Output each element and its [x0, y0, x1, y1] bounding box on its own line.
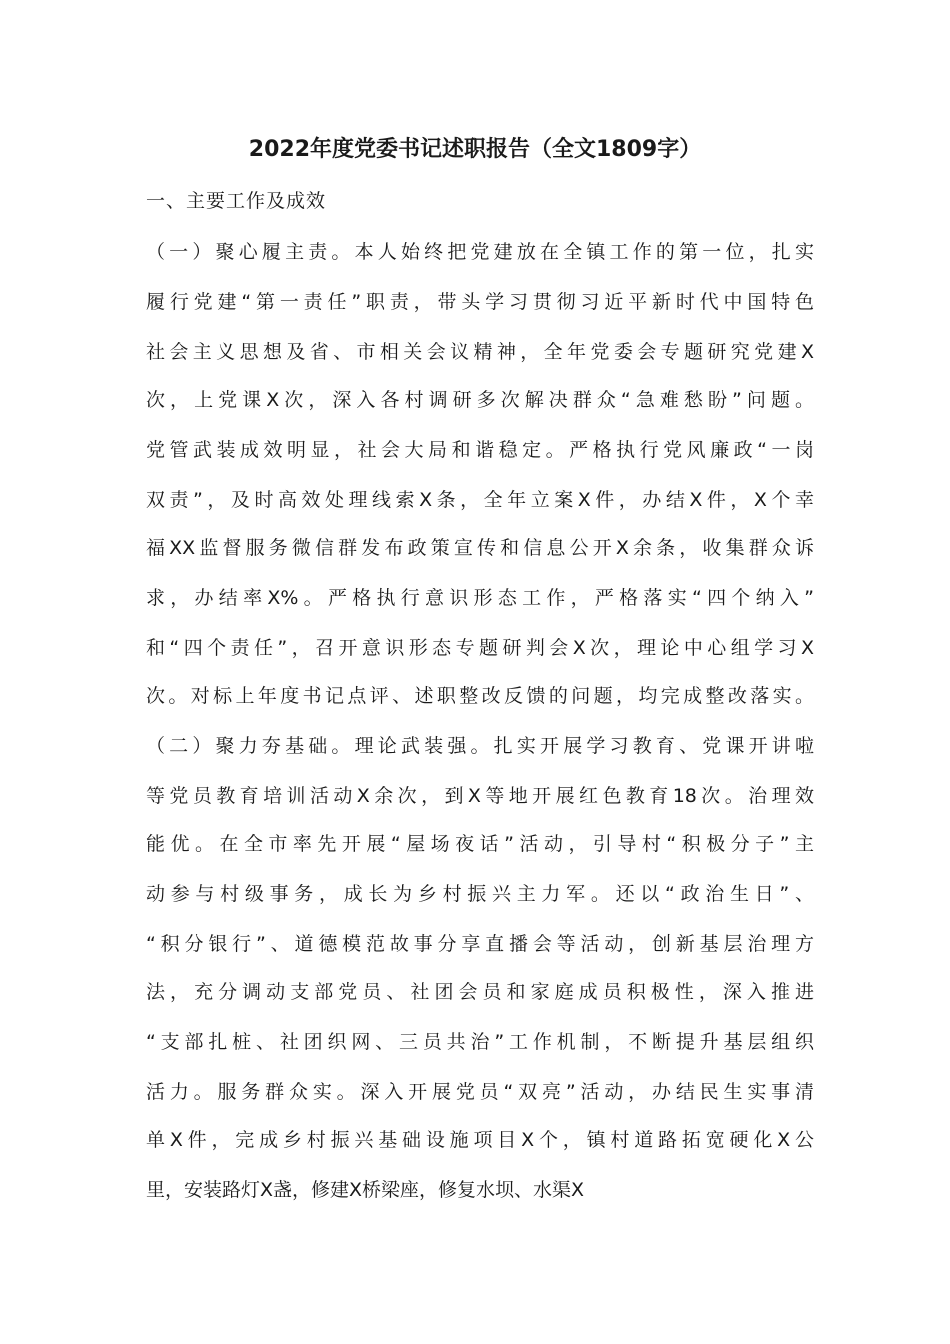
- body-line: “支部扎桩、社团织网、三员共治”工作机制，不断提升基层组织: [146, 1031, 814, 1053]
- body-line: 和“四个责任”，召开意识形态专题研判会X次，理论中心组学习X: [146, 637, 814, 659]
- body-line: 履行党建“第一责任”职责，带头学习贯彻习近平新时代中国特色: [146, 291, 814, 313]
- body-line: 次。对标上年度书记点评、述职整改反馈的问题，均完成整改落实。: [146, 685, 814, 707]
- body-line: 法，充分调动支部党员、社团会员和家庭成员积极性，深入推进: [146, 981, 814, 1003]
- body-line: 党管武装成效明显，社会大局和谐稳定。严格执行党风廉政“一岗: [146, 439, 814, 461]
- body-line: 福XX监督服务微信群发布政策宣传和信息公开X余条，收集群众诉: [146, 537, 814, 559]
- body-line: 活力。服务群众实。深入开展党员“双亮”活动，办结民生实事清: [146, 1081, 814, 1103]
- body-line: 动参与村级事务，成长为乡村振兴主力军。还以“政治生日”、: [146, 883, 814, 905]
- body-line: 单X件，完成乡村振兴基础设施项目X个，镇村道路拓宽硬化X公: [146, 1129, 814, 1151]
- body-line: 求，办结率X%。严格执行意识形态工作，严格落实“四个纳入”: [146, 587, 814, 609]
- body-line: 社会主义思想及省、市相关会议精神，全年党委会专题研究党建X: [146, 341, 814, 363]
- body-line: 双责”，及时高效处理线索X条，全年立案X件，办结X件，X个幸: [146, 489, 814, 511]
- body-line: “积分银行”、道德模范故事分享直播会等活动，创新基层治理方: [146, 933, 814, 955]
- body-line: （一）聚心履主责。本人始终把党建放在全镇工作的第一位，扎实: [146, 241, 814, 263]
- body-line: （二）聚力夯基础。理论武装强。扎实开展学习教育、党课开讲啦: [146, 735, 814, 757]
- body-line: 里，安装路灯X盏，修建X桥梁座，修复水坝、水渠X: [146, 1179, 585, 1201]
- body-line: 能优。在全市率先开展“屋场夜话”活动，引导村“积极分子”主: [146, 833, 814, 855]
- section-heading: 一、主要工作及成效: [146, 190, 327, 212]
- document-title: 2022年度党委书记述职报告（全文1809字）: [248, 137, 702, 162]
- body-line: 次，上党课X次，深入各村调研多次解决群众“急难愁盼”问题。: [146, 389, 814, 411]
- body-line: 等党员教育培训活动X余次，到X等地开展红色教育18次。治理效: [146, 785, 814, 807]
